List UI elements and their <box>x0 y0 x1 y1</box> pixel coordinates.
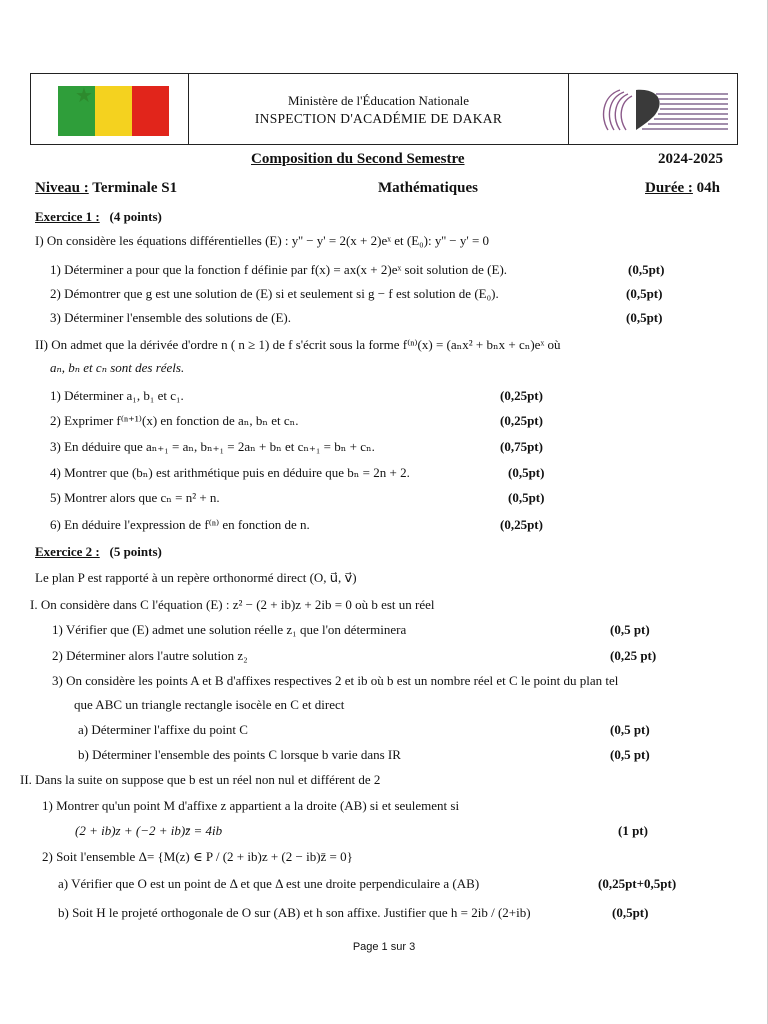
ex2-r1-points: (1 pt) <box>618 823 648 838</box>
ex2-q2: 2) Déterminer alors l'autre solution z₂ <box>52 648 248 663</box>
ex2-intro: Le plan P est rapporté à un repère orthonormé direct (O, u⃗, v⃗) <box>35 570 357 585</box>
ex1-q2-points: (0,5pt) <box>626 286 663 301</box>
duree-label: Durée : <box>645 180 693 196</box>
ex2-qb-points: (0,5 pt) <box>610 747 650 762</box>
page-number: Page 1 sur 3 <box>352 941 416 953</box>
ex2-q1: 1) Vérifier que (E) admet une solution réelle z₁ que l'on déterminera <box>52 622 407 637</box>
ex2-rb-points: (0,5pt) <box>612 905 649 920</box>
ministry-block <box>196 92 561 128</box>
niveau-row <box>35 180 177 197</box>
ex2-q3-cont: que ABC un triangle rectangle isocèle en C et direct <box>74 697 345 712</box>
ex1-part2-statement: II) On admet que la dérivée d'ordre n ( n ≥ 1) de f s'écrit sous la forme f⁽ⁿ⁾(x) = (aₙx² + bₙx + cₙ)eˣ où <box>35 337 561 352</box>
ex1-p2: 2) Exprimer f⁽ⁿ⁺¹⁾(x) en fonction de aₙ, bₙ et cₙ. <box>50 413 299 428</box>
ex1-p3: 3) En déduire que aₙ₊₁ = aₙ, bₙ₊₁ = 2aₙ + bₙ et cₙ₊₁ = bₙ + cₙ. <box>50 439 375 454</box>
exercise2-title: Exercice 2 : <box>35 544 100 559</box>
ex1-q3: 3) Déterminer l'ensemble des solutions de (E). <box>50 310 291 325</box>
ex2-r1-equation: (2 + ib)z + (−2 + ib)z̄ = 4ib <box>75 823 223 838</box>
star-icon: ★ <box>75 85 93 107</box>
ex2-rb: b) Soit H le projeté orthogonale de O sur (AB) et h son affixe. Justifier que h = 2ib / (2+ib) <box>58 905 531 920</box>
ex2-r2: 2) Soit l'ensemble Δ= {M(z) ∈ P / (2 + ib)z + (2 − ib)z̄ = 0} <box>42 849 353 864</box>
flag-red-stripe <box>132 86 169 136</box>
ex1-p2-points: (0,25pt) <box>500 413 543 428</box>
flag-cell <box>31 74 189 144</box>
ex2-ra-points: (0,25pt+0,5pt) <box>598 876 677 891</box>
niveau-label: Niveau : <box>35 180 89 196</box>
ex1-q2: 2) Démontrer que g est une solution de (E) si et seulement si g − f est solution de (E₀). <box>50 286 499 301</box>
ex1-q3-points: (0,5pt) <box>626 310 663 325</box>
academy-logo-icon <box>596 82 736 138</box>
academy-name: INSPECTION D'ACADÉMIE DE DAKAR <box>254 111 503 126</box>
flag-yellow-stripe <box>95 86 132 136</box>
ex1-p6: 6) En déduire l'expression de f⁽ⁿ⁾ en fonction de n. <box>50 517 310 532</box>
ex1-q1: 1) Déterminer a pour que la fonction f définie par f(x) = ax(x + 2)eˣ soit solution de (E). <box>50 262 508 277</box>
duree-value: 04h <box>696 180 720 196</box>
ex2-part2-statement: II. Dans la suite on suppose que b est un réel non nul et différent de 2 <box>20 772 381 787</box>
ex1-p3-points: (0,75pt) <box>500 439 543 454</box>
ex2-part1-statement: I. On considère dans C l'équation (E) : z² − (2 + ib)z + 2ib = 0 où b est un réel <box>30 597 435 612</box>
ex1-p5: 5) Montrer alors que cₙ = n² + n. <box>50 490 220 505</box>
composition-title: Composition du Second Semestre <box>251 151 465 167</box>
header-box <box>30 73 738 145</box>
exercise2-points: (5 points) <box>109 544 162 559</box>
ex2-r1: 1) Montrer qu'un point M d'affixe z appartient a la droite (AB) si et seulement si <box>42 798 460 813</box>
duree-row <box>645 180 720 197</box>
ex2-qa: a) Déterminer l'affixe du point C <box>78 722 248 737</box>
ex1-p4-points: (0,5pt) <box>508 465 545 480</box>
ex1-q1-points: (0,5pt) <box>628 262 665 277</box>
niveau-value: Terminale S1 <box>92 180 178 196</box>
ex1-p6-points: (0,25pt) <box>500 517 543 532</box>
ex2-q2-points: (0,25 pt) <box>610 648 657 663</box>
ministry-name: Ministère de l'Éducation Nationale <box>287 93 470 108</box>
exercise1-points: (4 points) <box>109 209 162 224</box>
ex2-qb: b) Déterminer l'ensemble des points C lorsque b varie dans IR <box>78 747 401 762</box>
exercise1-title: Exercice 1 : <box>35 209 100 224</box>
exercise2-heading <box>35 544 162 560</box>
ex1-p1-points: (0,25pt) <box>500 388 543 403</box>
exercise1-heading <box>35 209 162 225</box>
subject: Mathématiques <box>378 180 478 196</box>
ex2-q3: 3) On considère les points A et B d'affixes respectives 2 et ib où b est un nombre réel et C le point du plan tel <box>52 673 619 688</box>
ex1-p1: 1) Déterminer a₁, b₁ et c₁. <box>50 388 184 403</box>
ex1-p4: 4) Montrer que (bₙ) est arithmétique puis en déduire que bₙ = 2n + 2. <box>50 465 410 480</box>
ex1-part1-statement: I) On considère les équations différentielles (E) : y'' − y' = 2(x + 2)eˣ et (E₀): y'' − y' = 0 <box>35 233 490 248</box>
ex2-ra: a) Vérifier que O est un point de Δ et que Δ est une droite perpendiculaire a (AB) <box>58 876 480 891</box>
ex1-part2-statement-cont: aₙ, bₙ et cₙ sont des réels. <box>50 360 185 375</box>
ex2-qa-points: (0,5 pt) <box>610 722 650 737</box>
school-year: 2024-2025 <box>658 151 723 167</box>
ex1-p5-points: (0,5pt) <box>508 490 545 505</box>
ex2-q1-points: (0,5 pt) <box>610 622 650 637</box>
